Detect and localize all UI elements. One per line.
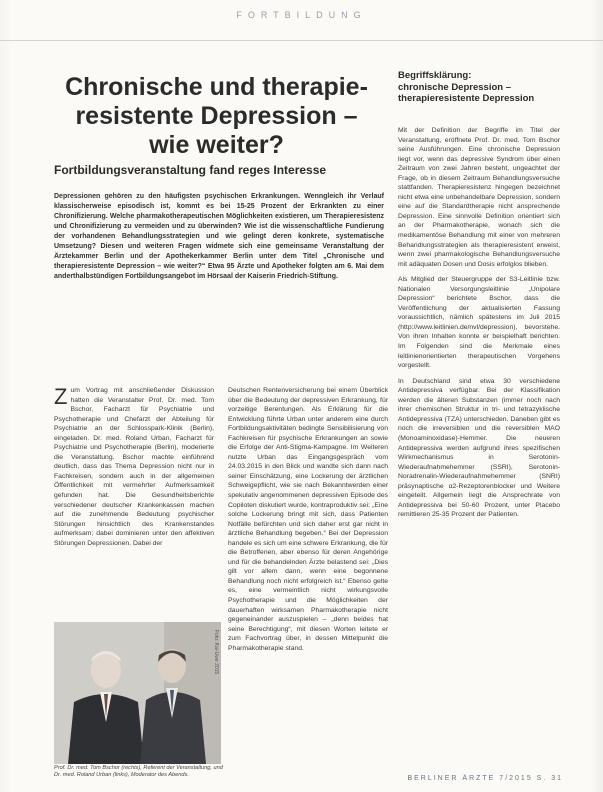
sidebar-heading: [398, 70, 563, 105]
photo-credit: Foto: Kai-Uwe 2015: [213, 630, 219, 675]
page-footer: BERLINER ÄRZTE 7/2015 S. 31: [407, 775, 563, 782]
portrait-photo: [54, 622, 221, 764]
sidebar-column: [398, 126, 560, 520]
header-rule: [0, 40, 603, 41]
photo-caption: Prof. Dr. med. Tom Bschor (rechts), Referent der Veranstaltung, und Dr. med. Roland Urban (links), Moderator des Abends.: [54, 765, 223, 779]
body-column-1: [54, 386, 214, 548]
sidebar-heading-line-1: Begriffsklärung:: [398, 70, 472, 81]
subheadline: Fortbildungsveranstaltung fand reges Interesse: [54, 163, 327, 177]
portrait-illustration: [54, 622, 221, 764]
headline: Chronische und therapie-resistente Depression – wie weiter?: [65, 73, 368, 159]
sidebar-paragraph-2: Als Mitglied der Steuergruppe der S3-Leitlinie bzw. Nationalen Versorgungsleitlinie „Unipolare Depression“ berichtete Bschor, dass die Veröffentlichung der aktualisierten Fassung voraussichtlich, nämlich spätestens im Juli 2015 (http://www.leitlinien.de/nvl/depression), bevorstehe. Von ihren Inhalten konnte er beispielhaft berichten. Im Folgenden sind die Merkmale eines leitlinienorientierten therapeutischen Vorgehens vorgestellt.: [398, 276, 560, 370]
sidebar-heading-line-2: chronische Depression –: [398, 81, 511, 93]
lead-paragraph: Depressionen gehören zu den häufigsten psychischen Erkrankungen. Wenngleich ihr Verlauf klassischerweise episodisch ist, kommt es bei 15-25 Prozent der Erkrankten zu einer Chronifizierung. Welche pharmakotherapeutischen Möglichkeiten existieren, um Therapieresistenz und Chronifizierung zu vermeiden und zu überwinden? Wie ist die wissenschaftliche Fundierung der vorhandenen Behandlungsstrategien und wie gelingt deren konkrete, systematische Umsetzung? Diesen und weiteren Fragen widmete sich eine gemeinsame Veranstaltung der Ärztekammer Berlin und der Apothekerkammer Berlin unter dem Titel „Chronische und therapieresistente Depression – wie weiter?“ Etwa 95 Ärzte und Apotheker folgten am 6. Mai dem anderthalbstündigen Fortbildungsangebot im Hörsaal der Kaiserin Friedrich-Stiftung.: [54, 193, 384, 280]
section-label: FORTBILDUNG: [236, 10, 367, 20]
sidebar-heading-line-3: therapieresistente Depression: [398, 93, 535, 104]
column-2-text: Deutschen Rentenversicherung bei einem Überblick über die Bedeutung der depressiven Erkrankung, für vorzeitige Berentungen. Als Erklärung für die Entwicklung führte Urban unter anderem eine durch Fortbildungsaktivitäten bedingte Sensibilisierung von Fachkreisen für psychische Erkrankungen an sowie die Erfolge der Anti-Stigma-Kampagne. Im Weiteren nutzte Urban das Eingangsgespräch vom 24.03.2015 in den Blick und wandte sich dann nach seiner Einschätzung, eine Lockerung der ärztlichen Schweigepflicht, wie sie nach Bekanntwerden einer spekulativ angenommenen depressiven Episode des Copiloten diskutiert wurde, kontraproduktiv sei: „Eine solche Lockerung bringt mit sich, dass Patienten Notfälle befürchten und sich daher erst gar nicht in ärztliche Behandlung begeben.“ Bei der Depression handele es sich um eine schwere Erkrankung, die für die Betroffenen, aber ebenso für deren Angehörige und für die behandelnden Ärzte belastend sei: „Dies gilt vor allem dann, wenn eine begonnene Behandlung noch nicht erfolgreich ist.“ Ebenso gelte es, eine vermeintlich nicht wirkungsvolle Psychotherapie und die Möglichkeiten der dauerhaften wirksamen Pharmakotherapie nicht gegeneinander auszuspielen – „denn beides hat seine Berechtigung“, mit diesen Worten leitete er zum Fachvortrag über, in dessen Mittelpunkt die Pharmakotherapie stand.: [228, 387, 388, 652]
body-column-2: [228, 386, 388, 653]
column-1-text: um Vortrag mit anschließender Diskussion hatten die Veranstalter Prof. Dr. med. Tom Bschor, Facharzt für Psychiatrie und Psychotherapie und Chefarzt der Abteilung für Psychiatrie an der Schlosspark-Klinik (Berlin), eingeladen. Dr. med. Roland Urban, Facharzt für Psychiatrie und Psychotherapie (Berlin), moderierte die Veranstaltung. Bschor machte einführend deutlich, dass das Thema Depression nicht nur in Fachkreisen, sondern auch in der allgemeinen Öffentlichkeit mit vermehrter Aufmerksamkeit gefunden hat. Die Gesundheitsberichte verschiedener deutscher Krankenkassen machen auf die zunehmende Bedeutung psychischer Störungen hinsichtlich des Krankenstandes aufmerksam; dabei dominieren unter den affektiven Störungen Depressionen. Dabei der: [54, 387, 214, 547]
sidebar-paragraph-3: In Deutschland sind etwa 30 verschiedene Antidepressiva verfügbar. Bei der Klassifikation werden die älteren Substanzen (immer noch nach ihrer chemischen Struktur in tri- und tetrazyklische Antidepressiva (TZA) unterschieden. Daneben gibt es noch die irreversiblen und die reversiblen MAO (Monoaminoxidase)-Hemmer. Die neueren Antidepressiva werden aufgrund ihres spezifischen Wirkmechanismus in Serotonin-Wiederaufnahmehemmer (SSRI), Serotonin-Noradrenalin-Wiederaufnahmehemmer (SNRI) präsynaptische α2-Rezeptorenblocker und Weitere eingeteilt. Allgemein liegt die Ansprechrate von Antidepressiva bei 50-60 Prozent, unter Placebo remittieren 25-35 Prozent der Patienten.: [398, 377, 560, 519]
drop-cap: Z: [54, 384, 68, 409]
sidebar-paragraph-1: Mit der Definition der Begriffe im Titel der Veranstaltung, eröffnete Prof. Dr. med. Tom Bschor seine Ausführungen. Eine chronische Depression liegt vor, wenn das depressive Syndrom über einen Zeitraum von zwei Jahren besteht, ungeachtet der Frage, ob in diesem Zeitraum Behandlungsversuche stattfanden. Therapieresistenz hingegen bezeichnet nicht etwa eine unbehandelbare Depression, sondern eine auf die Standardtherapie nicht ansprechende Depression. Eine sinnvolle Definition orientiert sich an der Pharmakotherapie, wonach sich die medikamentöse Behandlung mit einer von mehreren Behandlungsstrategien als therapieresistent erweist, wenn zwei pharmakologische Behandlungsversuche mit adäquaten Dosen und Dosis erfolglos blieben.: [398, 127, 560, 268]
